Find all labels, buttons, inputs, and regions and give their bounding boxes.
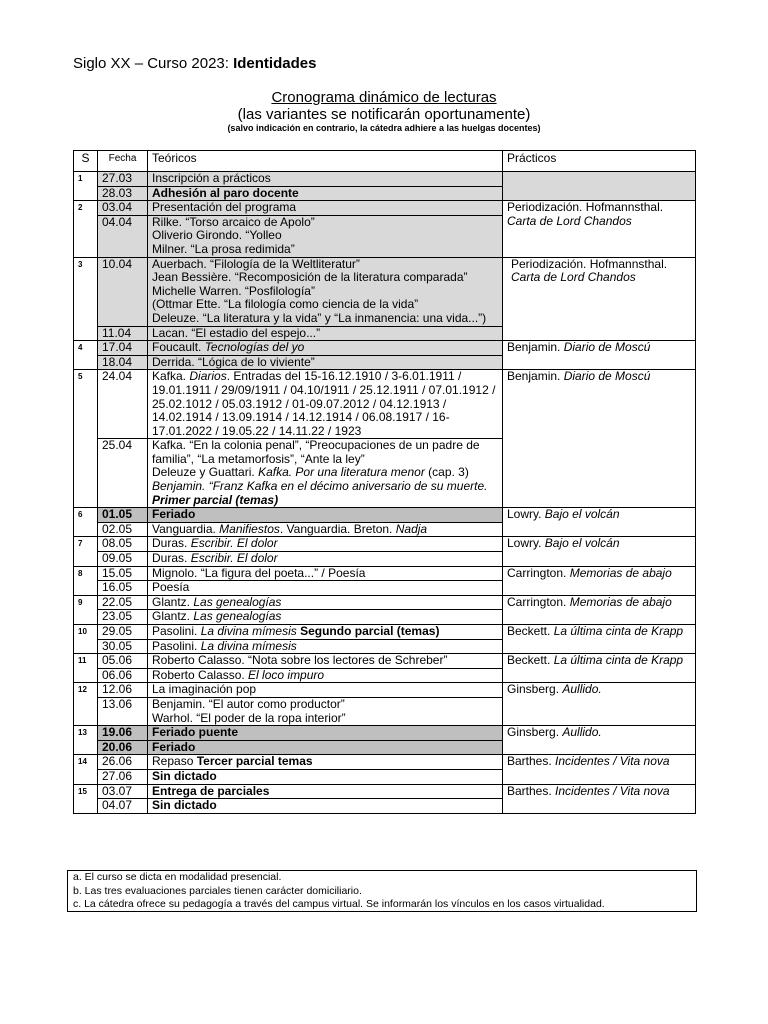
teorico: Feriado puente — [148, 726, 503, 741]
teorico: Roberto Calasso. “Nota sobre los lectores de Schreber” — [148, 654, 503, 669]
teorico: Foucault. Tecnologías del yo — [148, 341, 503, 356]
teorico: Kafka. “En la colonia penal”, “Preocupaciones de un padre de familia”, “La metamorfosis”, “Ante la ley” Deleuze y Guattari. Kafka. Por una literatura menor (cap. 3) Benjamin. “Franz Kafka en el décimo aniversario de su muerte. Primer parcial (temas) — [148, 439, 503, 508]
course-title — [73, 55, 316, 72]
practico: Barthes. Incidentes / Vita nova — [503, 784, 696, 813]
teorico: Repaso Tercer parcial temas — [148, 755, 503, 770]
course-name: Identidades — [233, 55, 317, 72]
table-row — [74, 726, 696, 741]
table-row — [74, 257, 696, 326]
teorico: Poesía — [148, 581, 503, 596]
class-date: 06.06 — [98, 668, 148, 683]
table-row — [74, 755, 696, 770]
table-row — [74, 683, 696, 698]
teorico: Glantz. Las genealogías — [148, 595, 503, 610]
week-number: 15 — [74, 784, 98, 813]
table-row — [74, 595, 696, 610]
teorico: Derrida. “Lógica de lo viviente” — [148, 355, 503, 370]
practico: Carrington. Memorias de abajo — [503, 566, 696, 595]
class-date: 08.05 — [98, 537, 148, 552]
note-c: c. La cátedra ofrece su pedagogía a través del campus virtual. Se informarán los vínculos en los casos virtualidad. — [73, 898, 605, 910]
class-date: 15.05 — [98, 566, 148, 581]
class-date: 28.03 — [98, 186, 148, 201]
teorico: Lacan. “El estadio del espejo...” — [148, 326, 503, 341]
class-date: 30.05 — [98, 639, 148, 654]
table-row — [74, 201, 696, 216]
teorico: Feriado — [148, 508, 503, 523]
class-date: 16.05 — [98, 581, 148, 596]
practico: Carrington. Memorias de abajo — [503, 595, 696, 624]
notes-box — [67, 870, 697, 912]
table-header-row — [74, 151, 696, 172]
table-row — [74, 172, 696, 187]
week-number: 8 — [74, 566, 98, 595]
teorico: Pasolini. La divina mímesis Segundo parcial (temas) — [148, 625, 503, 640]
week-number: 13 — [74, 726, 98, 755]
practico: Beckett. La última cinta de Krapp — [503, 654, 696, 683]
teorico: Duras. Escribir. El dolor — [148, 537, 503, 552]
week-number: 2 — [74, 201, 98, 257]
table-row — [74, 566, 696, 581]
table-row — [74, 784, 696, 799]
schedule-title: Cronograma dinámico de lecturas — [271, 89, 497, 106]
strike-note: (salvo indicación en contrario, la cátedra adhiere a las huelgas docentes) — [227, 123, 541, 133]
course-title-prefix: Siglo XX – Curso 2023: — [73, 55, 234, 72]
teorico: Sin dictado — [148, 769, 503, 784]
class-date: 02.05 — [98, 522, 148, 537]
teorico: Inscripción a prácticos — [148, 172, 503, 187]
header-fecha: Fecha — [98, 151, 148, 172]
note-b: b. Las tres evaluaciones parciales tienen carácter domiciliario. — [73, 884, 362, 897]
header-practicos: Prácticos — [503, 151, 696, 172]
practico: Lowry. Bajo el volcán — [503, 508, 696, 537]
practico: Benjamin. Diario de Moscú — [503, 341, 696, 370]
practico: Benjamin. Diario de Moscú — [503, 370, 696, 508]
week-number: 3 — [74, 257, 98, 341]
practico: Beckett. La última cinta de Krapp — [503, 625, 696, 654]
class-date: 09.05 — [98, 552, 148, 567]
class-date: 03.04 — [98, 201, 148, 216]
note-a: a. El curso se dicta en modalidad presencial. — [73, 871, 282, 883]
teorico: Glantz. Las genealogías — [148, 610, 503, 625]
table-row — [74, 537, 696, 552]
class-date: 04.04 — [98, 215, 148, 257]
class-date: 05.06 — [98, 654, 148, 669]
week-number: 6 — [74, 508, 98, 537]
class-date: 18.04 — [98, 355, 148, 370]
week-number: 1 — [74, 172, 98, 201]
class-date: 25.04 — [98, 439, 148, 508]
week-number: 11 — [74, 654, 98, 683]
week-number: 12 — [74, 683, 98, 726]
practico: Ginsberg. Aullido. — [503, 726, 696, 755]
schedule-table — [73, 150, 696, 814]
table-row — [74, 654, 696, 669]
class-date: 03.07 — [98, 784, 148, 799]
practico: Lowry. Bajo el volcán — [503, 537, 696, 566]
teorico: Entrega de parciales — [148, 784, 503, 799]
class-date: 24.04 — [98, 370, 148, 439]
table-row — [74, 370, 696, 439]
teorico: Presentación del programa — [148, 201, 503, 216]
class-date: 23.05 — [98, 610, 148, 625]
class-date: 04.07 — [98, 799, 148, 814]
class-date: 26.06 — [98, 755, 148, 770]
class-date: 12.06 — [98, 683, 148, 698]
class-date: 27.06 — [98, 769, 148, 784]
week-number: 4 — [74, 341, 98, 370]
class-date: 13.06 — [98, 697, 148, 725]
schedule-subtitle: (las variantes se notificarán oportunamente) — [237, 106, 531, 123]
header-teoricos: Teóricos — [148, 151, 503, 172]
teorico: Rilke. “Torso arcaico de Apolo” Oliverio Girondo. “Yolleo Milner. “La prosa redimida” — [148, 215, 503, 257]
teorico: Roberto Calasso. El loco impuro — [148, 668, 503, 683]
table-row — [74, 625, 696, 640]
table-row — [74, 508, 696, 523]
teorico: Benjamin. “El autor como productor” Warhol. “El poder de la ropa interior” — [148, 697, 503, 725]
practico: Periodización. Hofmannsthal. Carta de Lord Chandos — [503, 257, 696, 341]
teorico: Duras. Escribir. El dolor — [148, 552, 503, 567]
teorico: Kafka. Diarios. Entradas del 15-16.12.1910 / 3-6.01.1911 / 19.01.1911 / 29/09/1911 / 04.10/1911 / 25.12.1911 / 07.01.1912 / 25.02.1012 / 05.03.1912 / 01-09.07.2012 / 04.12.1913 / 14.02.1914 / 13.09.1914 / 14.12.1914 / 06.08.1917 / 16-17.01.2022 / 19.05.22 / 14.11.22 / 1923 — [148, 370, 503, 439]
teorico: La imaginación pop — [148, 683, 503, 698]
teorico: Pasolini. La divina mímesis — [148, 639, 503, 654]
teorico: Mignolo. “La figura del poeta...” / Poesía — [148, 566, 503, 581]
week-number: 5 — [74, 370, 98, 508]
class-date: 29.05 — [98, 625, 148, 640]
practico: Barthes. Incidentes / Vita nova — [503, 755, 696, 784]
class-date: 19.06 — [98, 726, 148, 741]
teorico: Sin dictado — [148, 799, 503, 814]
class-date: 27.03 — [98, 172, 148, 187]
week-number: 14 — [74, 755, 98, 784]
teorico: Feriado — [148, 740, 503, 755]
week-number: 9 — [74, 595, 98, 624]
class-date: 10.04 — [98, 257, 148, 326]
class-date: 20.06 — [98, 740, 148, 755]
table-row — [74, 341, 696, 356]
week-number: 10 — [74, 625, 98, 654]
practico: Periodización. Hofmannsthal. Carta de Lord Chandos — [503, 201, 696, 257]
class-date: 01.05 — [98, 508, 148, 523]
header-s: S — [74, 151, 98, 172]
practico: Ginsberg. Aullido. — [503, 683, 696, 726]
class-date: 17.04 — [98, 341, 148, 356]
practico — [503, 172, 696, 201]
week-number: 7 — [74, 537, 98, 566]
class-date: 11.04 — [98, 326, 148, 341]
class-date: 22.05 — [98, 595, 148, 610]
teorico: Adhesión al paro docente — [148, 186, 503, 201]
teorico: Auerbach. “Filología de la Weltliteratur” Jean Bessière. “Recomposición de la literatura comparada” Michelle Warren. “Posfilología” (Ottmar Ette. “La filología como ciencia de la vida” Deleuze. “La literatura y la vida” y “La inmanencia: una vida...”) — [148, 257, 503, 326]
teorico: Vanguardia. Manifiestos. Vanguardia. Breton. Nadja — [148, 522, 503, 537]
